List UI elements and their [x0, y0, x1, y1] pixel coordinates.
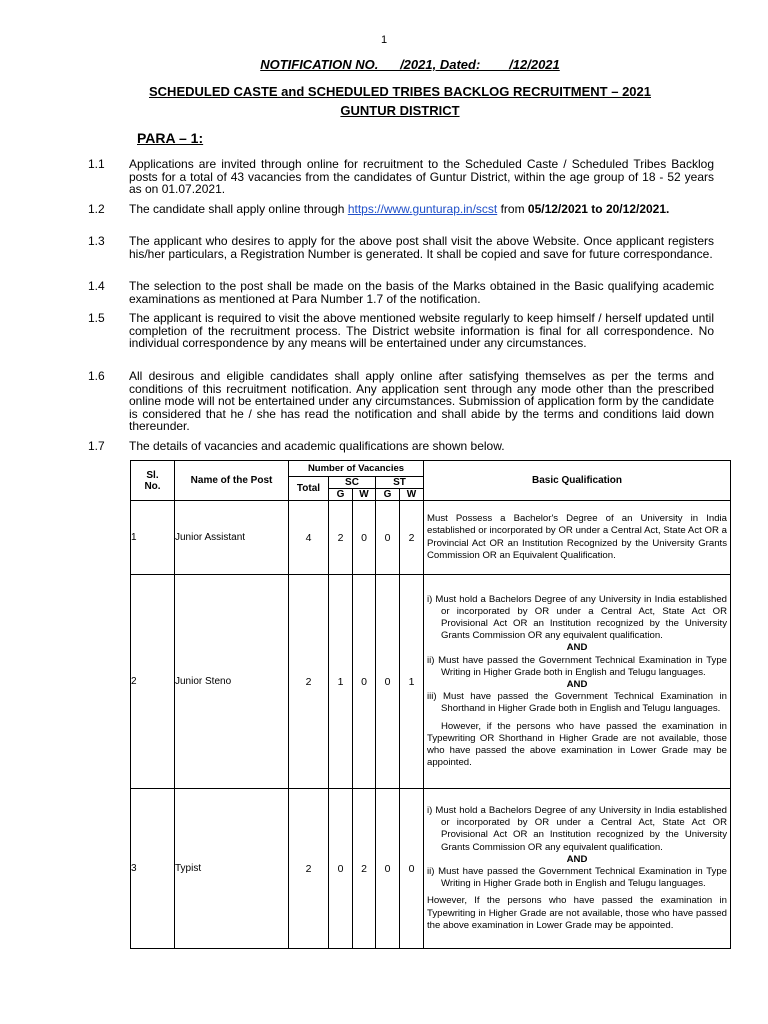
- clause-number: 1.6: [88, 369, 105, 383]
- header-vacancies: Number of Vacancies: [289, 461, 424, 477]
- district-title: GUNTUR DISTRICT: [340, 103, 460, 118]
- header-sl-no: Sl. No.: [131, 461, 175, 501]
- cell-st-g: 0: [376, 575, 400, 789]
- clause-1-4: [88, 280, 714, 305]
- cell-sl: 3: [131, 789, 175, 949]
- cell-sc-w: 0: [353, 501, 376, 575]
- and-separator: AND: [566, 642, 588, 654]
- clause-1-1: [88, 158, 714, 196]
- cell-sc-g: 1: [329, 575, 353, 789]
- clause-number: 1.1: [88, 157, 105, 171]
- qualification-note: However, If the persons who have passed the examination in Typewriting in Higher Grade are not available, those who have passed the above examination in Lower Grade may be appointed.: [427, 895, 727, 931]
- clause-text: [129, 203, 714, 216]
- cell-sl: 2: [131, 575, 175, 789]
- clause-1-7: [88, 440, 714, 453]
- header-post: Name of the Post: [175, 461, 289, 501]
- header-st-g: G: [376, 489, 400, 501]
- cell-qualification: [424, 501, 731, 575]
- clause-1-2: [88, 203, 714, 216]
- vacancies-table: [130, 460, 731, 949]
- clause-text: The applicant is required to visit the above mentioned website regularly to keep himself / herself updated until completion of the recruitment process. The District website information is final for all correspondence. No individual correspondence by any means will be entertained under any circumstances.: [129, 311, 714, 350]
- cell-qualification: [424, 789, 731, 949]
- clause-number: 1.7: [88, 439, 105, 453]
- clause-number: 1.3: [88, 234, 105, 248]
- clause-number: 1.4: [88, 279, 105, 293]
- notification-line: NOTIFICATION NO. /2021, Dated: /12/2021: [260, 57, 560, 72]
- table-row: [131, 501, 731, 575]
- qualification-note: However, if the persons who have passed the examination in Typewriting OR Shorthand in Higher Grade are not available, those who have passed the above examination in Lower Grade may be appointed.: [427, 720, 727, 769]
- application-link[interactable]: https://www.gunturap.in/scst: [347, 202, 498, 216]
- table-row: [131, 789, 731, 949]
- clause-1-6: [88, 370, 714, 433]
- clause-1-5: [88, 312, 714, 350]
- header-sc: SC: [329, 477, 376, 489]
- document-title: SCHEDULED CASTE and SCHEDULED TRIBES BACKLOG RECRUITMENT – 2021: [149, 84, 651, 99]
- cell-sl: 1: [131, 501, 175, 575]
- clause-text: The applicant who desires to apply for the above post shall visit the above Website. Once applicant registers his/her particulars, a Registration Number is generated. It shall be copied and save for future correspondance.: [129, 234, 714, 261]
- header-sc-g: G: [329, 489, 353, 501]
- clause-text: Applications are invited through online for recruitment to the Scheduled Caste / Scheduled Tribes Backlog posts for a total of 43 vacancies from the candidates of Guntur District, within the age group of 18 - 52 years as on 01.07.2021.: [129, 157, 714, 196]
- cell-total: 2: [289, 575, 329, 789]
- clause-text-part: from: [497, 202, 528, 216]
- cell-post: Junior Assistant: [175, 501, 289, 575]
- qualification-text: Must Possess a Bachelor's Degree of an University in India established or incorporated by OR under a Central Act, State Act OR a Provincial Act OR an Institution Recognized by the University Grants Commission OR an Equivalent Qualification.: [427, 513, 727, 561]
- cell-st-g: 0: [376, 501, 400, 575]
- table-row: [131, 575, 731, 789]
- cell-st-g: 0: [376, 789, 400, 949]
- clause-text: The details of vacancies and academic qualifications are shown below.: [129, 439, 505, 453]
- qualification-item: iii) Must have passed the Government Technical Examination in Shorthand in Higher Grade both in English and Telugu languages.: [427, 691, 727, 715]
- header-st: ST: [376, 477, 424, 489]
- and-separator: AND: [566, 853, 588, 865]
- qualification-item: i) Must hold a Bachelors Degree of any University in India established or incorporated by OR under a Central Act, State Act OR Provisional Act OR an Institution recognized by the University Grants Commission OR any equivalent qualification.: [427, 593, 727, 642]
- cell-qualification: [424, 575, 731, 789]
- qualification-item: ii) Must have passed the Government Technical Examination in Type Writing in Higher Grade both in English and Telugu languages.: [427, 866, 727, 890]
- header-st-w: W: [400, 489, 424, 501]
- cell-total: 4: [289, 501, 329, 575]
- clause-text: All desirous and eligible candidates shall apply online after satisfying themselves as per the terms and conditions of this recruitment notification. Any application sent through any mode other than the prescribed online mode will not be entertained under any circumstances. Submission of application form by the candidate is considered that he / she has read the notification and shall abide by the terms and conditions laid down thereunder.: [129, 369, 714, 433]
- page-number: 1: [380, 34, 388, 46]
- cell-post: Junior Steno: [175, 575, 289, 789]
- clause-1-3: [88, 235, 714, 260]
- and-separator: AND: [566, 679, 588, 690]
- cell-sc-w: 2: [353, 789, 376, 949]
- clause-number: 1.5: [88, 311, 105, 325]
- cell-sc-g: 2: [329, 501, 353, 575]
- para-heading: PARA – 1:: [137, 130, 204, 146]
- cell-total: 2: [289, 789, 329, 949]
- cell-st-w: 1: [400, 575, 424, 789]
- cell-post: Typist: [175, 789, 289, 949]
- cell-sc-g: 0: [329, 789, 353, 949]
- header-qualification: Basic Qualification: [424, 461, 731, 501]
- header-sc-w: W: [353, 489, 376, 501]
- qualification-item: i) Must hold a Bachelors Degree of any University in India established or incorporated by OR under a Central Act, State Act OR Provisional Act OR an Institution recognized by the University Grants Commission OR any equivalent qualification.: [427, 804, 727, 853]
- clause-text: The selection to the post shall be made on the basis of the Marks obtained in the Basic qualifying academic examinations as mentioned at Para Number 1.7 of the notification.: [129, 279, 714, 306]
- application-dates: 05/12/2021 to 20/12/2021.: [527, 202, 670, 216]
- cell-sc-w: 0: [353, 575, 376, 789]
- clause-number: 1.2: [88, 202, 105, 216]
- cell-st-w: 0: [400, 789, 424, 949]
- qualification-item: ii) Must have passed the Government Technical Examination in Type Writing in Higher Grade both in English and Telugu languages.: [427, 654, 727, 678]
- clause-text-part: The candidate shall apply online through: [129, 202, 348, 216]
- header-total: Total: [289, 477, 329, 501]
- cell-st-w: 2: [400, 501, 424, 575]
